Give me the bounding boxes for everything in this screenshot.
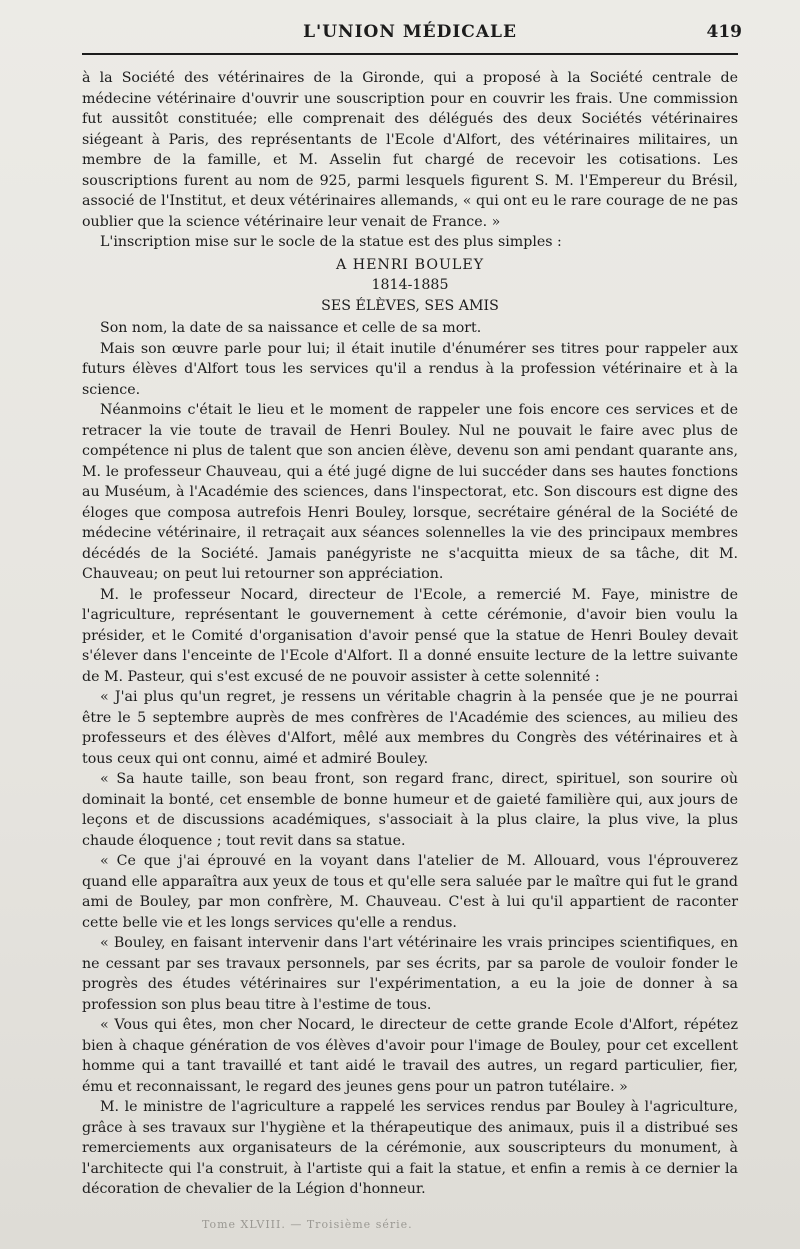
quote-paragraph: « J'ai plus qu'un regret, je ressens un véritable chagrin à la pensée que je ne pourrai être le 5 septembre auprès de mes confrères de l'Académie des sciences, au milieu des professeurs et des élèves d'Alfort, mêlé aux membres du Congrès des vétérinaires et à tous ceux qui ont connu, aimé et admiré Bouley.: [82, 689, 738, 767]
quote-paragraph: « Bouley, en faisant intervenir dans l'art vétérinaire les vrais principes scientifiques, en ne cessant par ses travaux personnels, par ses écrits, par sa parole de vouloir fonder le progrès des études vétérinaires sur l'expérimentation, a eu la joie de donner à sa profession son plus beau titre à l'estime de tous.: [82, 935, 738, 1013]
running-title: L'UNION MÉDICALE: [303, 22, 517, 42]
inscription-name: A HENRI BOULEY: [335, 256, 485, 273]
paragraph: M. le professeur Nocard, directeur de l'Ecole, a remercié M. Faye, ministre de l'agriculture, représentant le gouvernement à cette cérémonie, d'avoir bien voulu la présider, et le Comité d'organisation d'avoir pensé que la statue de Henri Bouley devait s'élever dans l'enceinte de l'Ecole d'Alfort. Il a donné ensuite lecture de la lettre suivante de M. Pasteur, qui s'est excusé de ne pouvoir assister à cette solennité :: [82, 586, 738, 685]
inscription-dedication: SES ÉLÈVES, SES AMIS: [321, 297, 499, 314]
article-body: [82, 68, 738, 1200]
inscription-block: [82, 255, 738, 317]
page-number: 419: [706, 22, 742, 42]
paragraph: Néanmoins c'était le lieu et le moment de rappeler une fois encore ces services et de retracer la vie toute de travail de Henri Bouley. Nul ne pouvait le faire avec plus de compétence ni plus de talent que son ancien élève, devenu son ami pendant quarante ans, M. le professeur Chauveau, qui a été jugé digne de lui succéder dans ses hautes fonctions au Muséum, à l'Académie des sciences, dans l'inspectorat, etc. Son discours est digne des éloges que composa autrefois Henri Bouley, lorsque, secrétaire général de la Société de médecine vétérinaire, il retraçait aux séances solennelles la vie des principaux membres décédés de la Société. Jamais panégyriste ne s'acquitta mieux de sa tâche, dit M. Chauveau; on peut lui retourner son appréciation.: [82, 402, 738, 582]
paragraph: Mais son œuvre parle pour lui; il était inutile d'énumérer ses titres pour rappeler aux futurs élèves d'Alfort tous les services qu'il a rendus à la profession vétérinaire et à la science.: [82, 340, 738, 398]
paragraph: Son nom, la date de sa naissance et celle de sa mort.: [100, 320, 482, 336]
paragraph: à la Société des vétérinaires de la Gironde, qui a proposé à la Société centrale de médecine vétérinaire d'ouvrir une souscription pour en couvrir les frais. Une commission fut aussitôt constituée; elle comprenait des délégués des deux Sociétés vétérinaires siégeant à Paris, des représentants de l'Ecole d'Alfort, des vétérinaires militaires, un membre de la famille, et M. Asselin fut chargé de recevoir les cotisations. Les souscriptions furent au nom de 925, parmi lesquels figurent S. M. l'Empereur du Brésil, associé de l'Institut, et deux vétérinaires allemands, « qui ont eu le rare courage de ne pas oublier que la science vétérinaire leur venait de France. »: [82, 70, 738, 230]
inscription-dates: 1814-1885: [371, 277, 449, 293]
header-rule: [82, 53, 738, 55]
quote-paragraph: « Ce que j'ai éprouvé en la voyant dans l'atelier de M. Allouard, vous l'éprouverez quand elle apparaîtra aux yeux de tous et qu'elle sera saluée par le maître qui fut le grand ami de Bouley, par mon confrère, M. Chauveau. C'est à lui qu'il appartient de raconter cette belle vie et les longs services qu'elle a rendus.: [82, 853, 738, 931]
footer-signature: Tome XLVIII. — Troisième série.: [202, 1218, 413, 1231]
page-header: [80, 20, 740, 46]
paragraph: M. le ministre de l'agriculture a rappelé les services rendus par Bouley à l'agriculture, grâce à ses travaux sur l'hygiène et la thérapeutique des animaux, puis il a distribué ses remerciements aux organisateurs de la cérémonie, aux souscripteurs du monument, à l'architecte qui l'a construit, à l'artiste qui a fait la statue, et enfin a remis à ce dernier la décoration de chevalier de la Légion d'honneur.: [82, 1099, 738, 1197]
paragraph: L'inscription mise sur le socle de la statue est des plus simples :: [100, 234, 562, 250]
page-footer: [82, 1218, 738, 1238]
quote-paragraph: « Vous qui êtes, mon cher Nocard, le directeur de cette grande Ecole d'Alfort, répétez bien à chaque génération de vos élèves d'avoir pour l'image de Bouley, pour cet excellent homme qui a tant travaillé et tant aidé le travail des autres, un regard particulier, fier, ému et reconnaissant, le regard des jeunes gens pour un patron tutélaire. »: [82, 1017, 738, 1095]
quote-paragraph: « Sa haute taille, son beau front, son regard franc, direct, spirituel, son sourire où dominait la bonté, cet ensemble de bonne humeur et de gaieté familière qui, aux jours de leçons et de discussions académiques, s'associait à la plus claire, la plus vive, la plus chaude éloquence ; tout revit dans sa statue.: [82, 771, 738, 849]
